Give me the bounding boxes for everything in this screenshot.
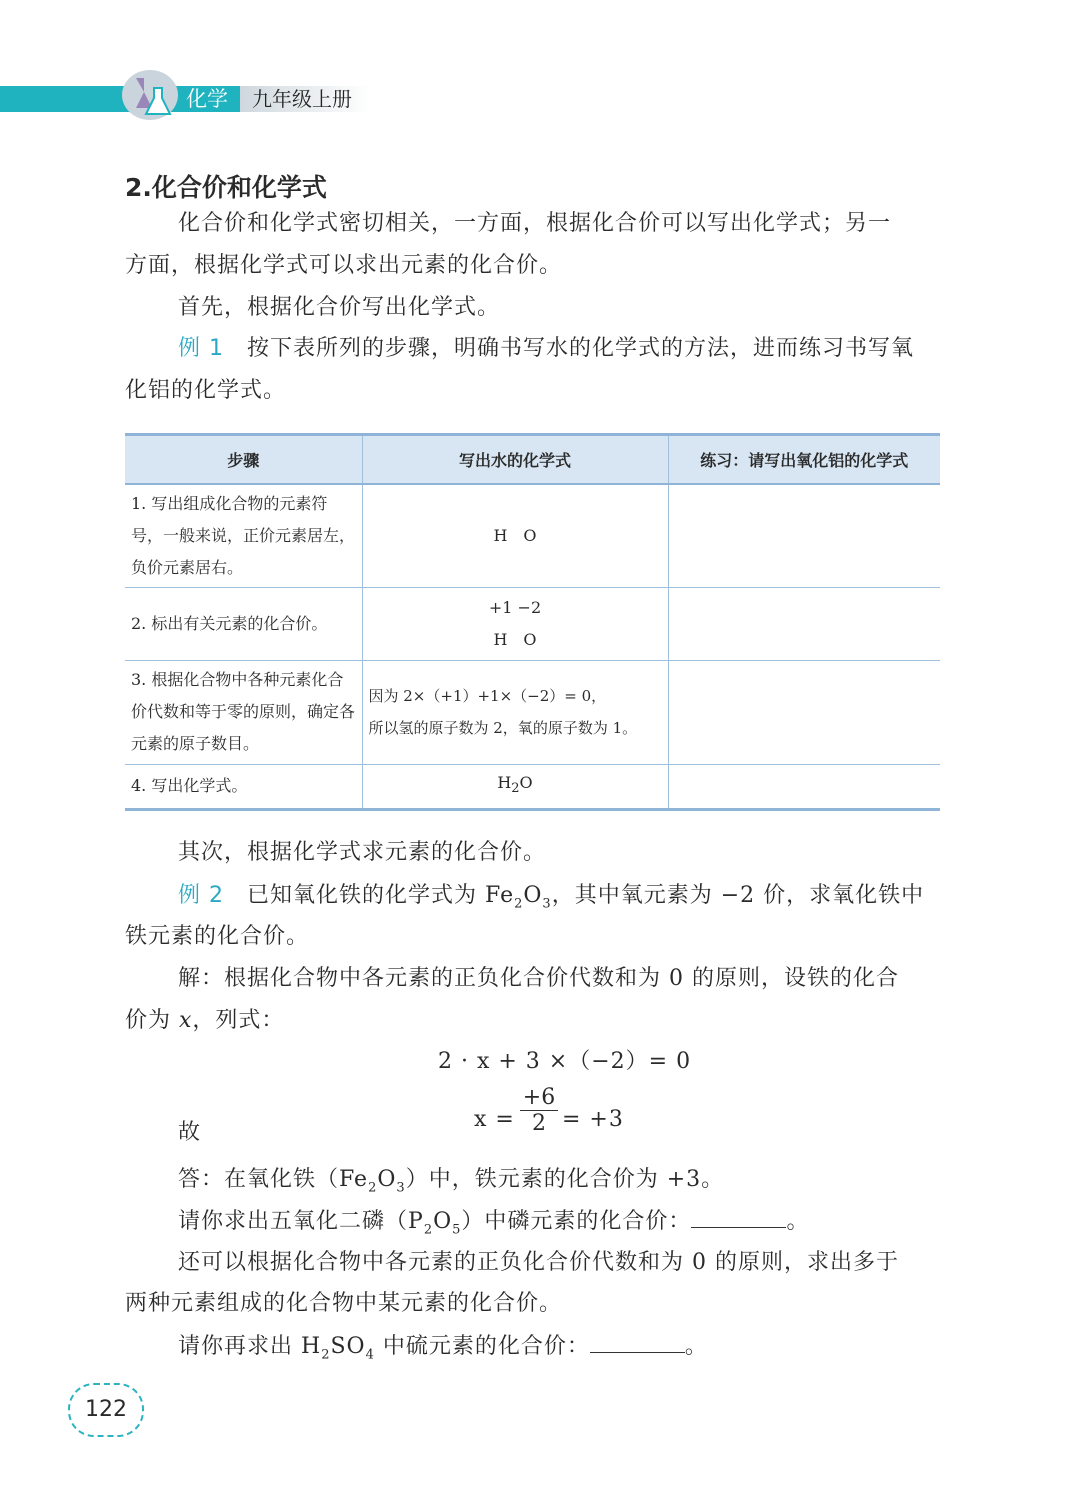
answer-blank[interactable] — [590, 1332, 685, 1353]
text: 答：在氧化铁（Fe — [178, 1167, 369, 1192]
paragraph: 其次，根据化学式求元素的化合价。 — [178, 840, 547, 865]
page-number: 122 — [68, 1383, 144, 1437]
subscript: 2 — [368, 1180, 378, 1196]
subject-label: 化学 — [186, 87, 228, 111]
water-cell — [362, 764, 668, 809]
water-cell — [362, 587, 668, 660]
calc-text: 因为 2×（+1）+1×（−2）= 0， — [368, 687, 607, 705]
solution-text: 解：根据化合物中各元素的正负化合价代数和为 0 的原则，设铁的化合 — [178, 966, 899, 991]
text: 价为 — [125, 1008, 179, 1033]
section-title: 2.化合价和化学式 — [125, 173, 327, 202]
paragraph: 方面，根据化学式可以求出元素的化合价。 — [125, 253, 563, 278]
example-text: 按下表所列的步骤，明确书写水的化学式的方法，进而练习书写氧 — [247, 336, 915, 361]
equation: 2 · x + 3 ×（−2）= 0 — [438, 1049, 692, 1074]
subscript: 3 — [542, 896, 552, 912]
example-2 — [178, 881, 924, 919]
column-header: 写出水的化学式 — [362, 435, 668, 485]
steps-table — [125, 433, 940, 811]
fraction — [520, 1085, 558, 1136]
subscript: 5 — [452, 1222, 462, 1238]
step-cell: 4. 写出化学式。 — [125, 764, 362, 809]
text: ）中，铁元素的化合价为 +3。 — [405, 1167, 725, 1192]
example-1 — [178, 334, 914, 364]
result: = +3 — [562, 1107, 624, 1132]
subscript: 2 — [423, 1222, 434, 1238]
text: 中硫元素的化合价： — [374, 1334, 590, 1359]
example-text: 化铝的化学式。 — [125, 378, 287, 403]
text: SO — [330, 1334, 366, 1359]
example-label: 例 1 — [178, 336, 224, 361]
paragraph: 还可以根据化合物中各元素的正负化合价代数和为 0 的原则，求出多于 — [178, 1250, 899, 1275]
practice-cell[interactable] — [668, 587, 940, 660]
answer-blank[interactable] — [691, 1207, 786, 1228]
subscript: 2 — [321, 1347, 331, 1363]
flask-icon — [122, 70, 178, 120]
formula: O — [519, 772, 533, 792]
column-header: 练习：请写出氧化铝的化学式 — [668, 435, 940, 485]
numerator: +6 — [522, 1085, 556, 1110]
text: 。 — [684, 1334, 708, 1359]
answer — [178, 1165, 724, 1203]
text: 。 — [786, 1209, 810, 1234]
denominator: 2 — [520, 1110, 558, 1136]
question-2 — [178, 1332, 708, 1370]
variable: x — [179, 1008, 193, 1033]
solution-text — [125, 1006, 284, 1036]
text: ，其中氧元素为 −2 价，求氧化铁中 — [551, 883, 925, 908]
example-label: 例 2 — [178, 883, 224, 908]
text: ，列式： — [192, 1008, 285, 1033]
text: ）中磷元素的化合价： — [461, 1209, 692, 1234]
subscript: 2 — [511, 781, 520, 797]
water-cell: H O — [362, 484, 668, 587]
subscript: 3 — [396, 1180, 406, 1196]
subscript: 4 — [365, 1347, 375, 1363]
therefore-label: 故 — [178, 1120, 202, 1145]
valence-text: +1 −2 — [488, 597, 542, 617]
text: 请你求出五氧化二磷（P — [178, 1209, 424, 1234]
step-cell: 2. 标出有关元素的化合价。 — [125, 587, 362, 660]
practice-cell[interactable] — [668, 764, 940, 809]
practice-cell[interactable] — [668, 660, 940, 764]
example-text: 铁元素的化合价。 — [125, 924, 310, 949]
text: 请你再求出 H — [178, 1334, 322, 1359]
subscript: 2 — [514, 896, 524, 912]
text: O — [523, 883, 543, 908]
paragraph: 首先，根据化合价写出化学式。 — [178, 295, 501, 320]
element-text: H O — [493, 629, 537, 649]
paragraph: 化合价和化学式密切相关，一方面，根据化合价可以写出化学式；另一 — [178, 211, 892, 236]
text: O — [433, 1209, 453, 1234]
column-header: 步骤 — [125, 435, 362, 485]
practice-cell[interactable] — [668, 484, 940, 587]
formula: H — [497, 772, 512, 792]
text: 已知氧化铁的化学式为 Fe — [247, 883, 515, 908]
calc-text: 所以氢的原子数为 2，氧的原子数为 1。 — [368, 719, 638, 737]
text: O — [377, 1167, 397, 1192]
grade-label: 九年级上册 — [252, 87, 352, 111]
paragraph: 两种元素组成的化合物中某元素的化合价。 — [125, 1291, 563, 1316]
water-cell — [362, 660, 668, 764]
step-cell: 1. 写出组成化合物的元素符号，一般来说，正价元素居左，负价元素居右。 — [125, 484, 362, 587]
x-equals: x = — [474, 1107, 515, 1132]
step-cell: 3. 根据化合物中各种元素化合价代数和等于零的原则，确定各元素的原子数目。 — [125, 660, 362, 764]
question-1 — [178, 1207, 809, 1245]
